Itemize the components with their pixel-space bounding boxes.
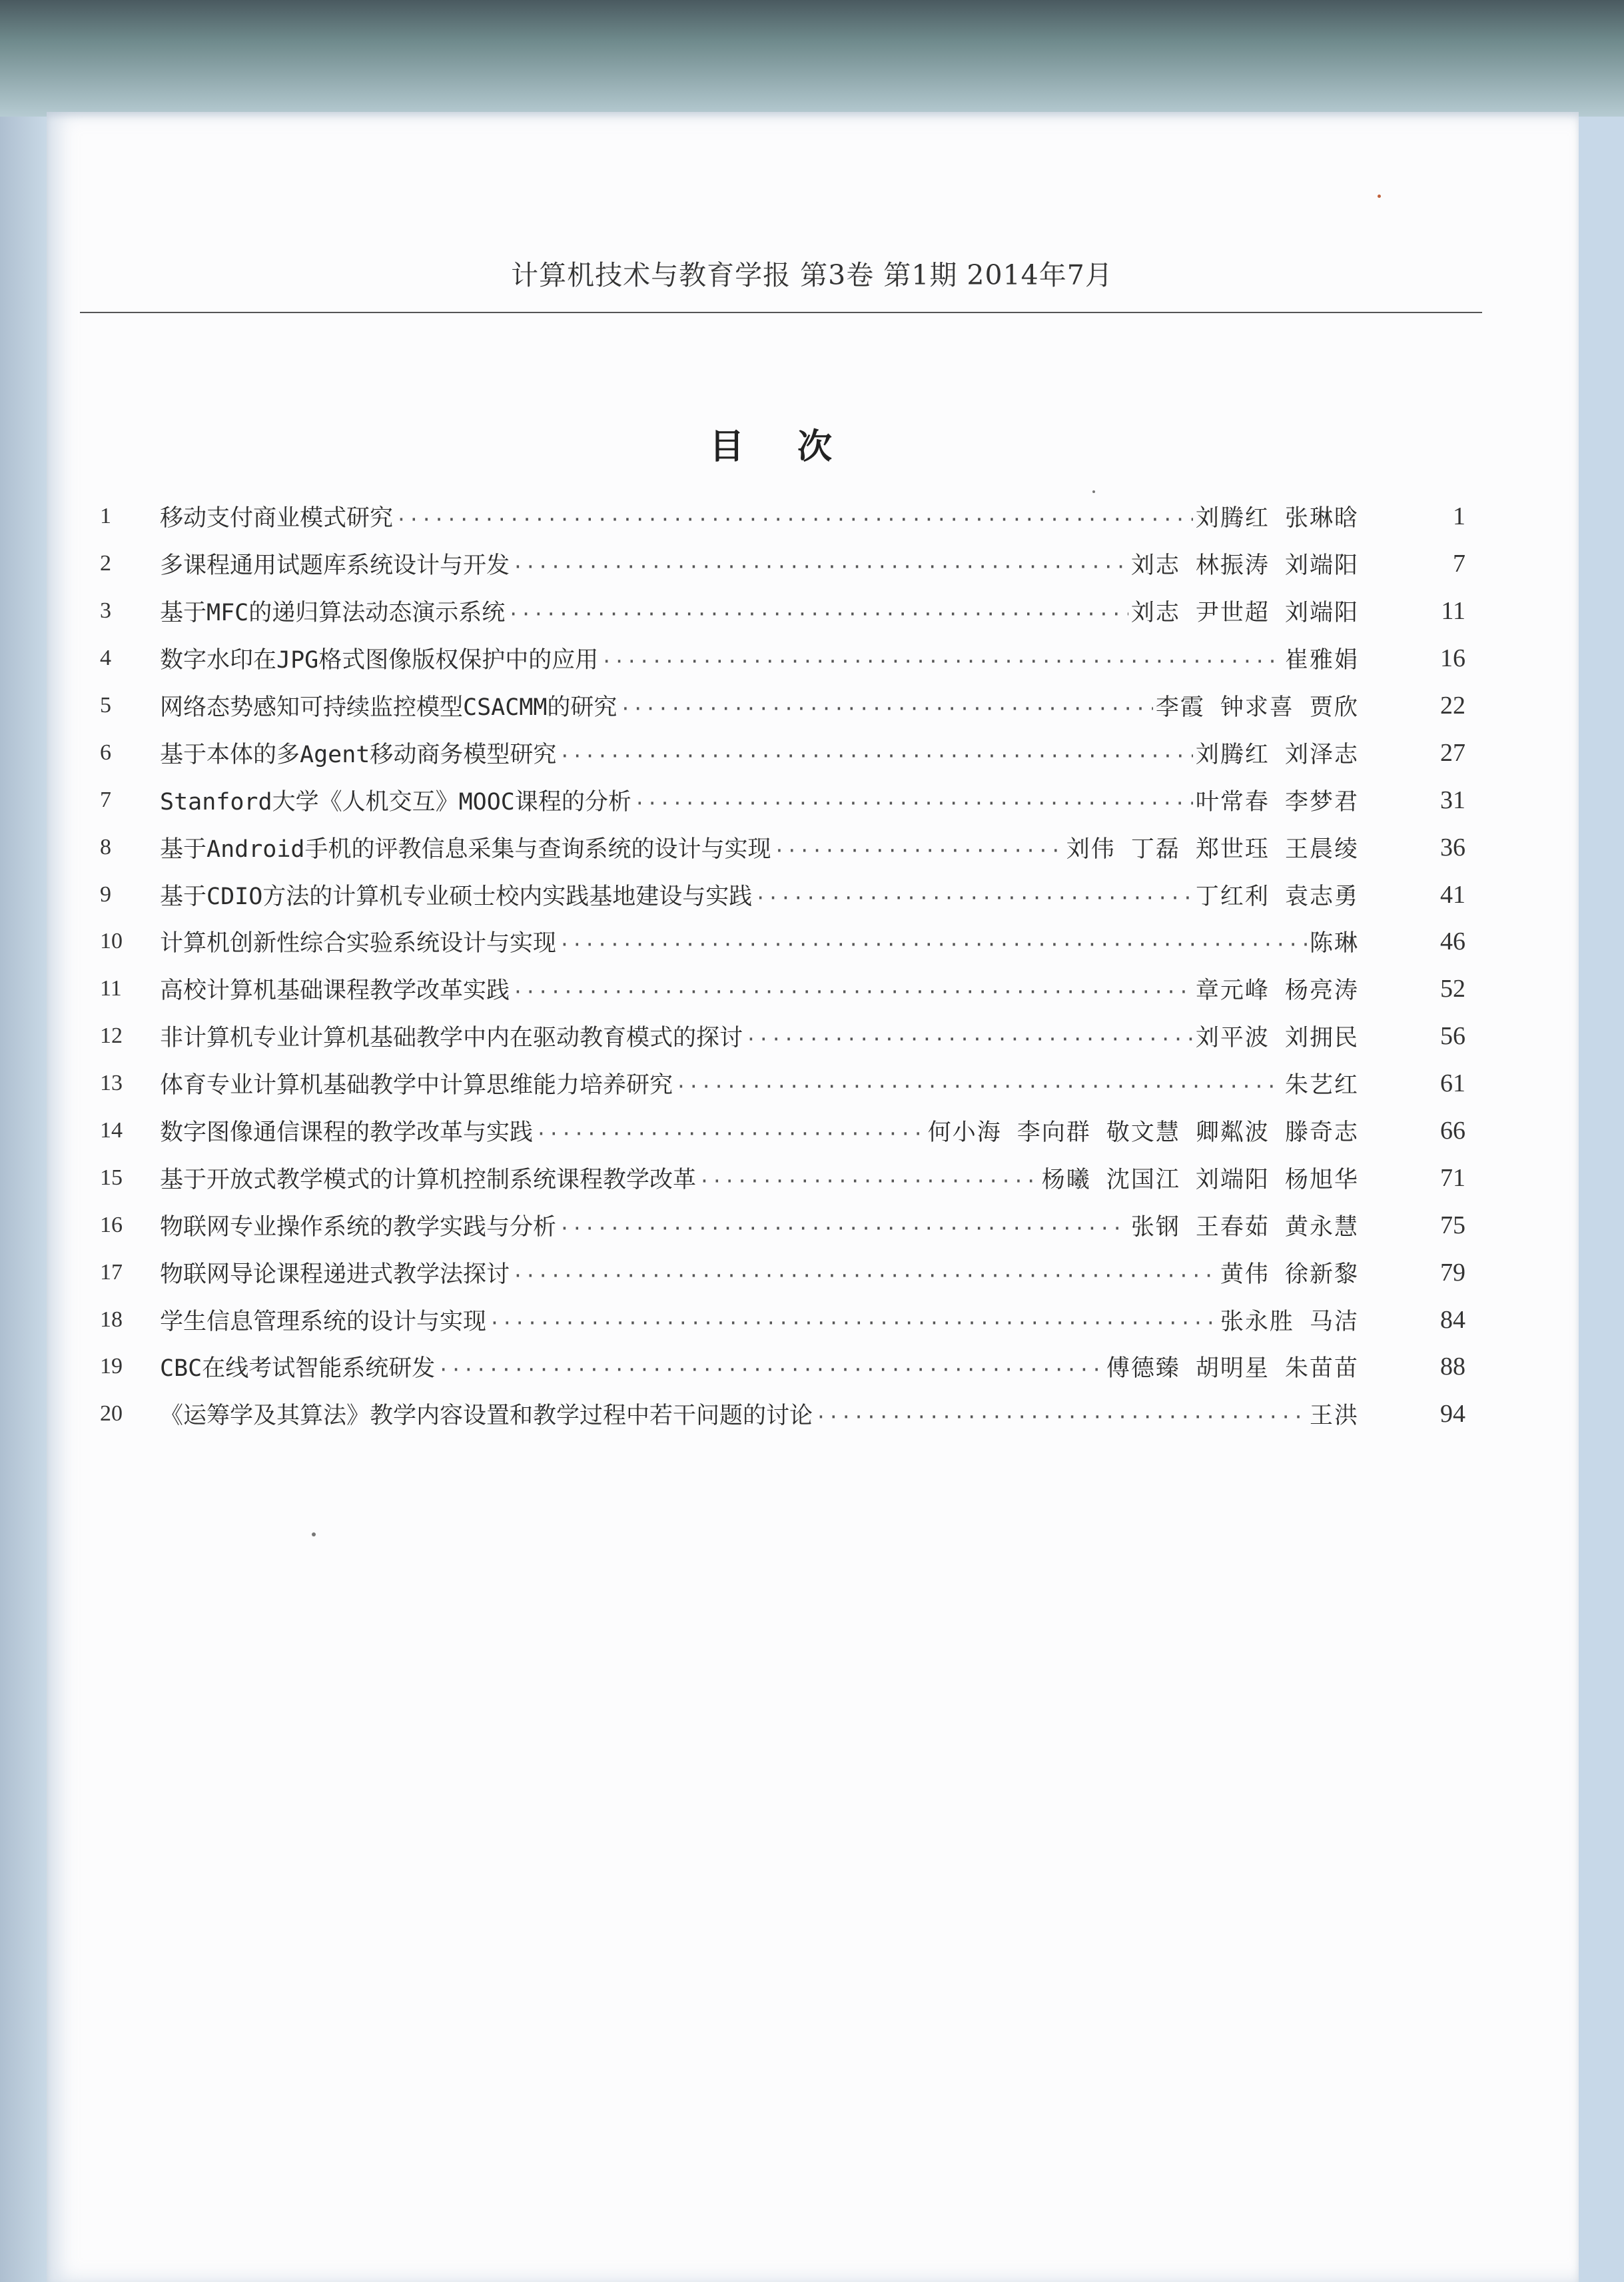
toc-entry-page: 84	[1440, 1305, 1465, 1334]
toc-heading: 目次	[709, 427, 886, 467]
toc-entry	[100, 729, 1465, 776]
toc-entry-title: 移动支付商业模式研究	[160, 505, 394, 532]
toc-entry	[100, 1343, 1465, 1391]
toc-entry-line	[160, 1256, 1359, 1289]
toc-entry-number: 3	[100, 598, 111, 624]
toc-entry-authors: 刘志 尹世超 刘端阳	[1130, 600, 1359, 627]
toc-leader-dots	[675, 1075, 1282, 1097]
toc-leader-dots	[745, 1028, 1193, 1050]
toc-entry-authors: 刘平波 刘拥民	[1195, 1025, 1359, 1052]
toc-entry-authors: 崔雅娟	[1284, 647, 1359, 674]
toc-entry	[100, 1013, 1465, 1060]
toc-entry-authors: 章元峰 杨亮涛	[1195, 977, 1359, 1005]
toc-entry-number: 10	[100, 929, 123, 954]
journal-running-header: 计算机技术与教育学报 第3卷 第1期 2014年7月	[511, 259, 1113, 291]
toc-entry-page: 94	[1440, 1400, 1465, 1428]
toc-entry-title: 基于Android手机的评教信息采集与查询系统的设计与实现	[160, 836, 771, 863]
toc-entry-page: 11	[1441, 597, 1465, 626]
toc-entry-page: 88	[1440, 1353, 1465, 1381]
toc-entry-line	[160, 784, 1359, 817]
toc-entry-page: 75	[1440, 1211, 1465, 1239]
toc-entry-number: 1	[100, 504, 111, 529]
toc-entry-page: 71	[1440, 1163, 1465, 1192]
toc-entry-authors: 刘志 林振涛 刘端阳	[1130, 552, 1359, 580]
toc-entry-title: 《运筹学及其算法》教学内容设置和教学过程中若干问题的讨论	[160, 1403, 813, 1430]
toc-leader-dots	[508, 603, 1128, 625]
toc-leader-dots	[438, 1359, 1104, 1381]
toc-entry-number: 19	[100, 1354, 123, 1379]
toc-entry-title: 基于开放式教学模式的计算机控制系统课程教学改革	[160, 1166, 697, 1193]
toc-leader-dots	[512, 556, 1128, 578]
toc-leader-dots	[601, 650, 1282, 672]
toc-entry-title: 基于CDIO方法的计算机专业硕士校内实践基地建设与实践	[160, 883, 753, 910]
toc-entry-line	[160, 1067, 1359, 1100]
toc-entry-number: 12	[100, 1023, 123, 1049]
toc-leader-dots	[619, 698, 1152, 720]
toc-entry-authors: 王洪	[1309, 1403, 1359, 1430]
toc-entry-line	[160, 1350, 1359, 1383]
toc-entry-title: 物联网导论课程递进式教学法探讨	[160, 1261, 510, 1288]
toc-leader-dots	[634, 792, 1193, 814]
toc-leader-dots	[774, 840, 1064, 861]
toc-entry-page: 41	[1440, 880, 1465, 909]
toc-entry-authors: 陈琳	[1309, 930, 1359, 957]
toc-entry	[100, 540, 1465, 588]
toc-entry-line	[160, 1303, 1359, 1337]
toc-leader-dots	[512, 981, 1193, 1003]
toc-entry-page: 1	[1453, 502, 1465, 531]
toc-entry	[100, 682, 1465, 730]
toc-entry-authors: 刘伟 丁磊 郑世珏 王晨绫	[1066, 836, 1359, 863]
toc-entry-title: 高校计算机基础课程教学改革实践	[160, 977, 510, 1005]
toc-entry-page: 31	[1440, 786, 1465, 814]
toc-entry-title: 计算机创新性综合实验系统设计与实现	[160, 930, 557, 957]
toc-entry-number: 11	[100, 976, 122, 1001]
toc-entry-authors: 刘腾红 刘泽志	[1195, 741, 1359, 768]
toc-entry	[100, 588, 1465, 635]
header-rule	[80, 312, 1482, 313]
toc-entry-authors: 傅德臻 胡明星 朱苗苗	[1106, 1355, 1359, 1383]
toc-entry-title: 数字图像通信课程的教学改革与实践	[160, 1119, 534, 1147]
toc-entry-authors: 刘腾红 张琳晗	[1195, 505, 1359, 532]
toc-entry-number: 9	[100, 881, 111, 907]
toc-entry-line	[160, 1209, 1359, 1242]
toc-entry-line	[160, 878, 1359, 911]
toc-entry-page: 27	[1440, 738, 1465, 767]
toc-entry-title: 体育专业计算机基础教学中计算思维能力培养研究	[160, 1072, 673, 1099]
toc-entry-line	[160, 1161, 1359, 1195]
toc-leader-dots	[699, 1170, 1039, 1192]
toc-entry-line	[160, 831, 1359, 864]
scan-background-top	[0, 0, 1624, 117]
toc-entry	[100, 1249, 1465, 1296]
toc-entry	[100, 824, 1465, 871]
toc-entry-number: 4	[100, 646, 111, 671]
toc-entry-line	[160, 1114, 1359, 1147]
toc-entry-line	[160, 689, 1359, 722]
toc-entry-page: 7	[1453, 550, 1465, 578]
toc-entry-page: 61	[1440, 1069, 1465, 1098]
toc-entry-number: 15	[100, 1165, 123, 1190]
toc-entry-authors: 叶常春 李梦君	[1195, 788, 1359, 816]
toc-entry-number: 6	[100, 740, 111, 765]
toc-entry	[100, 1391, 1465, 1438]
toc-entry	[100, 1154, 1465, 1201]
toc-entry-line	[160, 736, 1359, 770]
toc-entry-number: 2	[100, 551, 111, 576]
toc-entry-title: 多课程通用试题库系统设计与开发	[160, 552, 510, 580]
toc-entry-number: 18	[100, 1307, 123, 1332]
toc-leader-dots	[396, 508, 1193, 530]
toc-entry	[100, 635, 1465, 682]
toc-entry-line	[160, 642, 1359, 675]
toc-entry-authors: 李霞 钟求喜 贾欣	[1155, 694, 1359, 721]
toc-entry-page: 52	[1440, 975, 1465, 1003]
toc-entry-page: 46	[1440, 927, 1465, 956]
toc-entry	[100, 493, 1465, 540]
toc-leader-dots	[559, 745, 1193, 767]
toc-leader-dots	[536, 1123, 925, 1145]
toc-entry-number: 8	[100, 834, 111, 859]
toc-entry-line	[160, 1397, 1359, 1430]
toc-entry-title: Stanford大学《人机交互》MOOC课程的分析	[160, 788, 631, 816]
toc-entry-number: 5	[100, 693, 111, 718]
toc-entry	[100, 1296, 1465, 1343]
toc-entry-number: 17	[100, 1259, 123, 1285]
toc-leader-dots	[559, 1217, 1128, 1239]
scan-background-left	[0, 117, 47, 2282]
toc-entry-number: 20	[100, 1401, 123, 1426]
toc-entry-page: 66	[1440, 1117, 1465, 1145]
toc-leader-dots	[755, 887, 1193, 909]
toc-entry	[100, 776, 1465, 824]
toc-leader-dots	[489, 1312, 1218, 1334]
toc-entry-title: 学生信息管理系统的设计与实现	[160, 1308, 487, 1335]
toc-leader-dots	[512, 1265, 1218, 1287]
toc-entry-number: 13	[100, 1071, 123, 1096]
toc-entry	[100, 1201, 1465, 1249]
toc-entry-title: 数字水印在JPG格式图像版权保护中的应用	[160, 647, 599, 674]
toc-entry	[100, 1060, 1465, 1107]
scan-speck	[1092, 490, 1095, 493]
toc-entry-number: 16	[100, 1212, 123, 1237]
toc-entry-authors: 朱艺红	[1284, 1072, 1359, 1099]
toc-entry-title: 网络态势感知可持续监控模型CSACMM的研究	[160, 694, 617, 721]
toc-entry-number: 7	[100, 787, 111, 812]
toc-entry-title: 非计算机专业计算机基础教学中内在驱动教育模式的探讨	[160, 1025, 743, 1052]
toc-entry-authors: 杨曦 沈国江 刘端阳 杨旭华	[1041, 1166, 1359, 1193]
toc-entry-line	[160, 594, 1359, 628]
toc-entry-page: 16	[1440, 644, 1465, 673]
toc-entry-line	[160, 500, 1359, 533]
toc-entry-authors: 丁红利 袁志勇	[1195, 883, 1359, 910]
toc-entry	[100, 965, 1465, 1013]
toc-entry-line	[160, 547, 1359, 580]
toc-entry-authors: 黄伟 徐新黎	[1220, 1261, 1359, 1288]
toc-entry-line	[160, 972, 1359, 1005]
toc-entry-title: 物联网专业操作系统的教学实践与分析	[160, 1213, 557, 1241]
toc-entry-line	[160, 925, 1359, 958]
toc-entry-authors: 张钢 王春茹 黄永慧	[1130, 1213, 1359, 1241]
scan-speck	[1378, 195, 1381, 198]
toc-entry-authors: 张永胜 马洁	[1220, 1308, 1359, 1335]
toc-entry-number: 14	[100, 1118, 123, 1143]
toc-entry-page: 56	[1440, 1022, 1465, 1051]
toc-leader-dots	[559, 933, 1307, 955]
toc-entry-line	[160, 1019, 1359, 1053]
table-of-contents	[100, 493, 1465, 1438]
toc-entry	[100, 1107, 1465, 1155]
toc-entry-page: 36	[1440, 833, 1465, 861]
toc-entry	[100, 871, 1465, 918]
toc-entry	[100, 918, 1465, 965]
toc-entry-title: CBC在线考试智能系统研发	[160, 1355, 436, 1383]
toc-entry-title: 基于MFC的递归算法动态演示系统	[160, 600, 506, 627]
toc-entry-page: 22	[1440, 692, 1465, 720]
scan-speck	[312, 1532, 316, 1536]
toc-leader-dots	[815, 1406, 1307, 1428]
toc-entry-page: 79	[1440, 1258, 1465, 1287]
toc-entry-authors: 何小海 李向群 敬文慧 卿粼波 滕奇志	[927, 1119, 1359, 1147]
toc-entry-title: 基于本体的多Agent移动商务模型研究	[160, 741, 557, 768]
